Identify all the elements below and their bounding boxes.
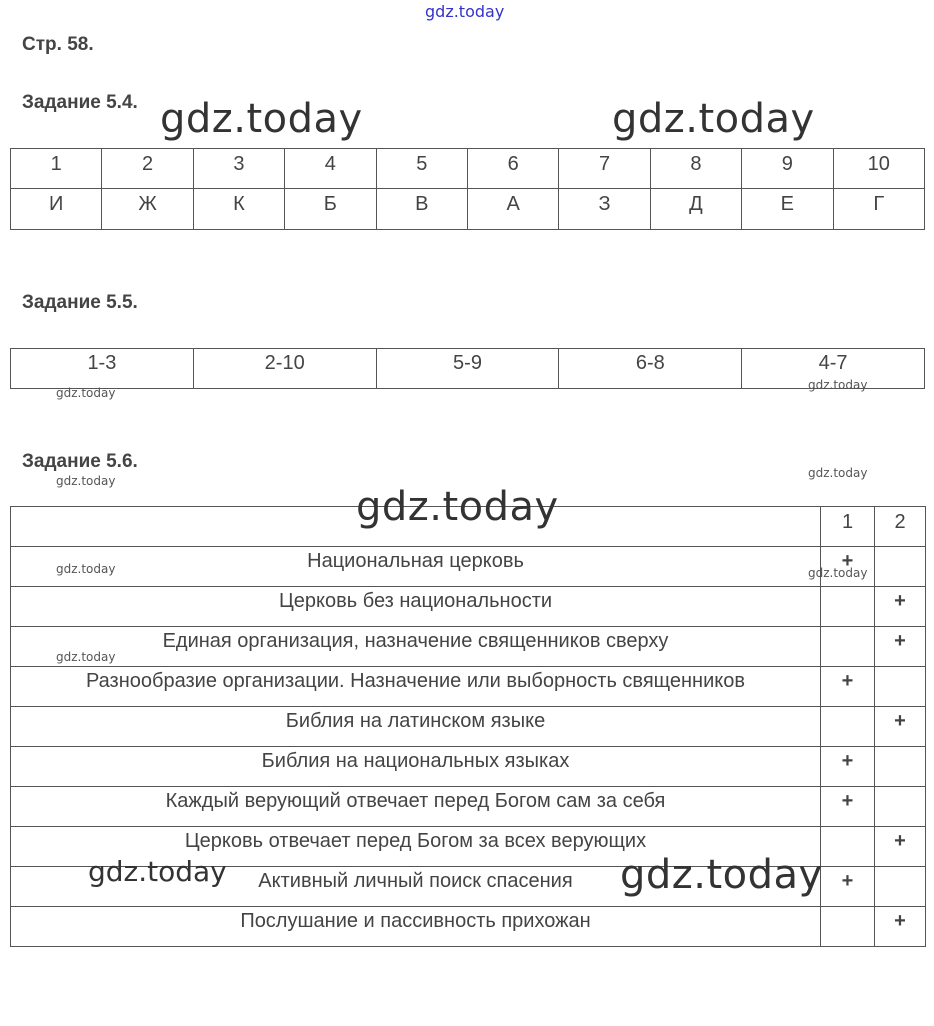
number-cell: 3 xyxy=(193,149,284,189)
mark-column-1 xyxy=(821,827,875,867)
row-statement: Национальная церковь xyxy=(11,547,821,587)
mark-column-2: + xyxy=(875,907,926,947)
task-5-6-title: Задание 5.6. xyxy=(22,451,138,472)
mark-column-1: + xyxy=(821,787,875,827)
column-header: 1 xyxy=(821,507,875,547)
mark-column-1: + xyxy=(821,747,875,787)
mark-column-2: + xyxy=(875,627,926,667)
task-5-4-number-row xyxy=(11,149,925,189)
watermark-text: gdz.today xyxy=(808,566,868,580)
mark-column-1: + xyxy=(821,867,875,907)
letter-cell: Е xyxy=(742,189,833,230)
watermark-text: gdz.today xyxy=(620,852,823,898)
mark-column-1 xyxy=(821,587,875,627)
pair-cell: 1-3 xyxy=(11,349,194,389)
task-5-4-letter-row xyxy=(11,189,925,230)
table-row xyxy=(11,827,926,867)
letter-cell: И xyxy=(11,189,102,230)
mark-column-2 xyxy=(875,547,926,587)
number-cell: 8 xyxy=(650,149,741,189)
task-5-5-title: Задание 5.5. xyxy=(22,292,138,313)
row-statement: Разнообразие организации. Назначение или выборность священников xyxy=(11,667,821,707)
mark-column-1: + xyxy=(821,667,875,707)
number-cell: 10 xyxy=(833,149,924,189)
table-row xyxy=(11,707,926,747)
number-cell: 2 xyxy=(102,149,193,189)
mark-column-2: + xyxy=(875,827,926,867)
watermark-text: gdz.today xyxy=(56,386,116,400)
watermark-text: gdz.today xyxy=(808,378,868,392)
task-5-4-table xyxy=(10,148,925,230)
mark-column-2: + xyxy=(875,707,926,747)
task-5-5-table xyxy=(10,348,925,389)
row-statement: Церковь без национальности xyxy=(11,587,821,627)
number-cell: 1 xyxy=(11,149,102,189)
letter-cell: В xyxy=(376,189,467,230)
row-statement: Активный личный поиск спасения xyxy=(11,867,821,907)
table-row xyxy=(11,907,926,947)
page-label: Стр. 58. xyxy=(22,34,94,55)
pair-cell: 5-9 xyxy=(376,349,559,389)
mark-column-1: + xyxy=(821,547,875,587)
table-row xyxy=(11,587,926,627)
letter-cell: К xyxy=(193,189,284,230)
watermark-text: gdz.today xyxy=(56,474,116,488)
watermark-text: gdz.today xyxy=(356,484,559,530)
letter-cell: А xyxy=(467,189,558,230)
watermark-text: gdz.today xyxy=(56,650,116,664)
row-statement: Послушание и пассивность прихожан xyxy=(11,907,821,947)
number-cell: 6 xyxy=(467,149,558,189)
number-cell: 5 xyxy=(376,149,467,189)
number-cell: 9 xyxy=(742,149,833,189)
mark-column-2 xyxy=(875,787,926,827)
table-row xyxy=(11,627,926,667)
watermark-text: gdz.today xyxy=(160,96,363,142)
number-cell: 4 xyxy=(285,149,376,189)
row-statement: Каждый верующий отвечает перед Богом сам за себя xyxy=(11,787,821,827)
pair-cell: 6-8 xyxy=(559,349,742,389)
mark-column-2 xyxy=(875,747,926,787)
row-statement: Библия на латинском языке xyxy=(11,707,821,747)
row-statement: Единая организация, назначение священников сверху xyxy=(11,627,821,667)
table-row xyxy=(11,747,926,787)
column-header xyxy=(11,507,821,547)
mark-column-2 xyxy=(875,667,926,707)
letter-cell: Г xyxy=(833,189,924,230)
table-row xyxy=(11,667,926,707)
letter-cell: Ж xyxy=(102,189,193,230)
letter-cell: Б xyxy=(285,189,376,230)
mark-column-2: + xyxy=(875,587,926,627)
watermark-text: gdz.today xyxy=(808,466,868,480)
table-row xyxy=(11,547,926,587)
table-header-row xyxy=(11,507,926,547)
watermark-text: gdz.today xyxy=(612,96,815,142)
pair-cell: 2-10 xyxy=(193,349,376,389)
number-cell: 7 xyxy=(559,149,650,189)
watermark-text: gdz.today xyxy=(425,2,505,21)
row-statement: Церковь отвечает перед Богом за всех верующих xyxy=(11,827,821,867)
mark-column-2 xyxy=(875,867,926,907)
mark-column-1 xyxy=(821,907,875,947)
table-row xyxy=(11,867,926,907)
column-header: 2 xyxy=(875,507,926,547)
watermark-text: gdz.today xyxy=(56,562,116,576)
task-5-5-row xyxy=(11,349,925,389)
task-5-4-title: Задание 5.4. xyxy=(22,92,138,113)
mark-column-1 xyxy=(821,707,875,747)
watermark-text: gdz.today xyxy=(88,855,227,888)
task-5-6-table xyxy=(10,506,926,947)
table-row xyxy=(11,787,926,827)
letter-cell: З xyxy=(559,189,650,230)
mark-column-1 xyxy=(821,627,875,667)
pair-cell: 4-7 xyxy=(742,349,925,389)
row-statement: Библия на национальных языках xyxy=(11,747,821,787)
letter-cell: Д xyxy=(650,189,741,230)
